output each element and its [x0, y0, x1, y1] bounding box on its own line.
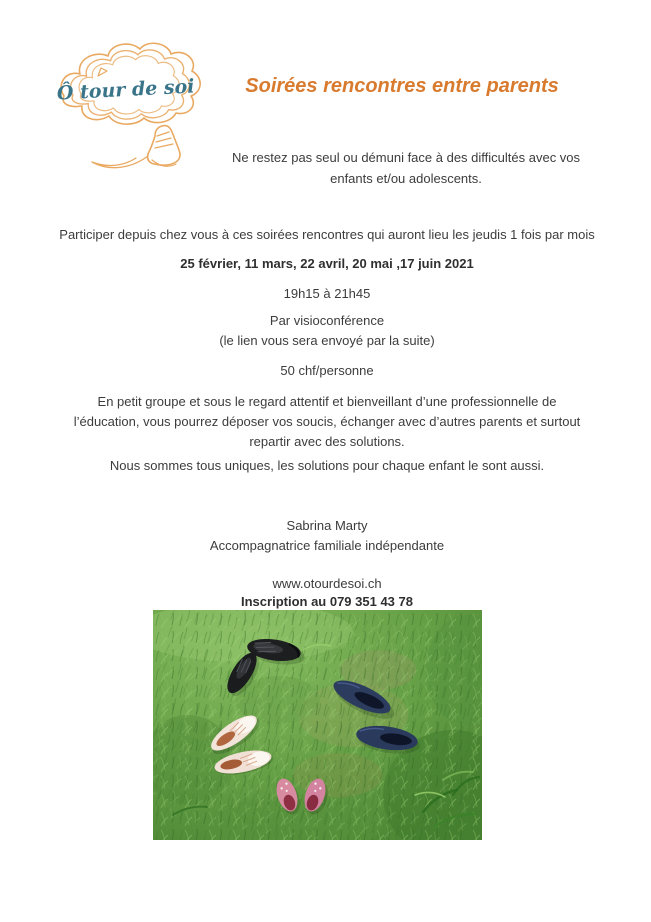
intro-line: Ne restez pas seul ou démuni face à des difficultés avec vos [231, 150, 581, 165]
visio-line: (le lien vous sera envoyé par la suite) [219, 333, 435, 348]
price-text: 50 chf/personne [280, 363, 374, 378]
shoes-on-grass-image [153, 610, 482, 840]
participate-text: Participer depuis chez vous à ces soirées rencontres qui auront lieu les jeudis 1 fois par mois [59, 227, 595, 242]
signature [210, 516, 444, 556]
group-line: En petit groupe et sous le regard attentif et bienveillant d’une professionnelle de [97, 394, 557, 409]
visio-line: Par visioconférence [269, 313, 385, 328]
logo-text: Ô tour de soi [56, 75, 195, 105]
signature-role: Accompagnatrice familiale indépendante [209, 538, 445, 553]
unique-text: Nous sommes tous uniques, les solutions pour chaque enfant le sont aussi. [109, 458, 545, 473]
logo-shoe-icon [92, 126, 180, 168]
group-text [74, 392, 581, 452]
intro-line: enfants et/ou adolescents. [330, 171, 482, 186]
shoes-photo [153, 610, 482, 840]
visio-text [219, 311, 434, 351]
group-line: l’éducation, vous pourrez déposer vos soucis, échanger avec d’autres parents et surtout [73, 414, 581, 429]
logo-graphic [50, 34, 206, 176]
page-title: Soirées rencontres entre parents [245, 75, 559, 97]
logo [50, 34, 206, 176]
intro-text [232, 147, 580, 189]
website-text: www.otourdesoi.ch [272, 576, 382, 591]
signature-name: Sabrina Marty [286, 518, 368, 533]
group-line: repartir avec des solutions. [249, 434, 405, 449]
time-text: 19h15 à 21h45 [283, 286, 371, 301]
inscription-text: Inscription au 079 351 43 78 [241, 594, 413, 609]
dates-text: 25 février, 11 mars, 22 avril, 20 mai ,17 juin 2021 [180, 256, 474, 271]
